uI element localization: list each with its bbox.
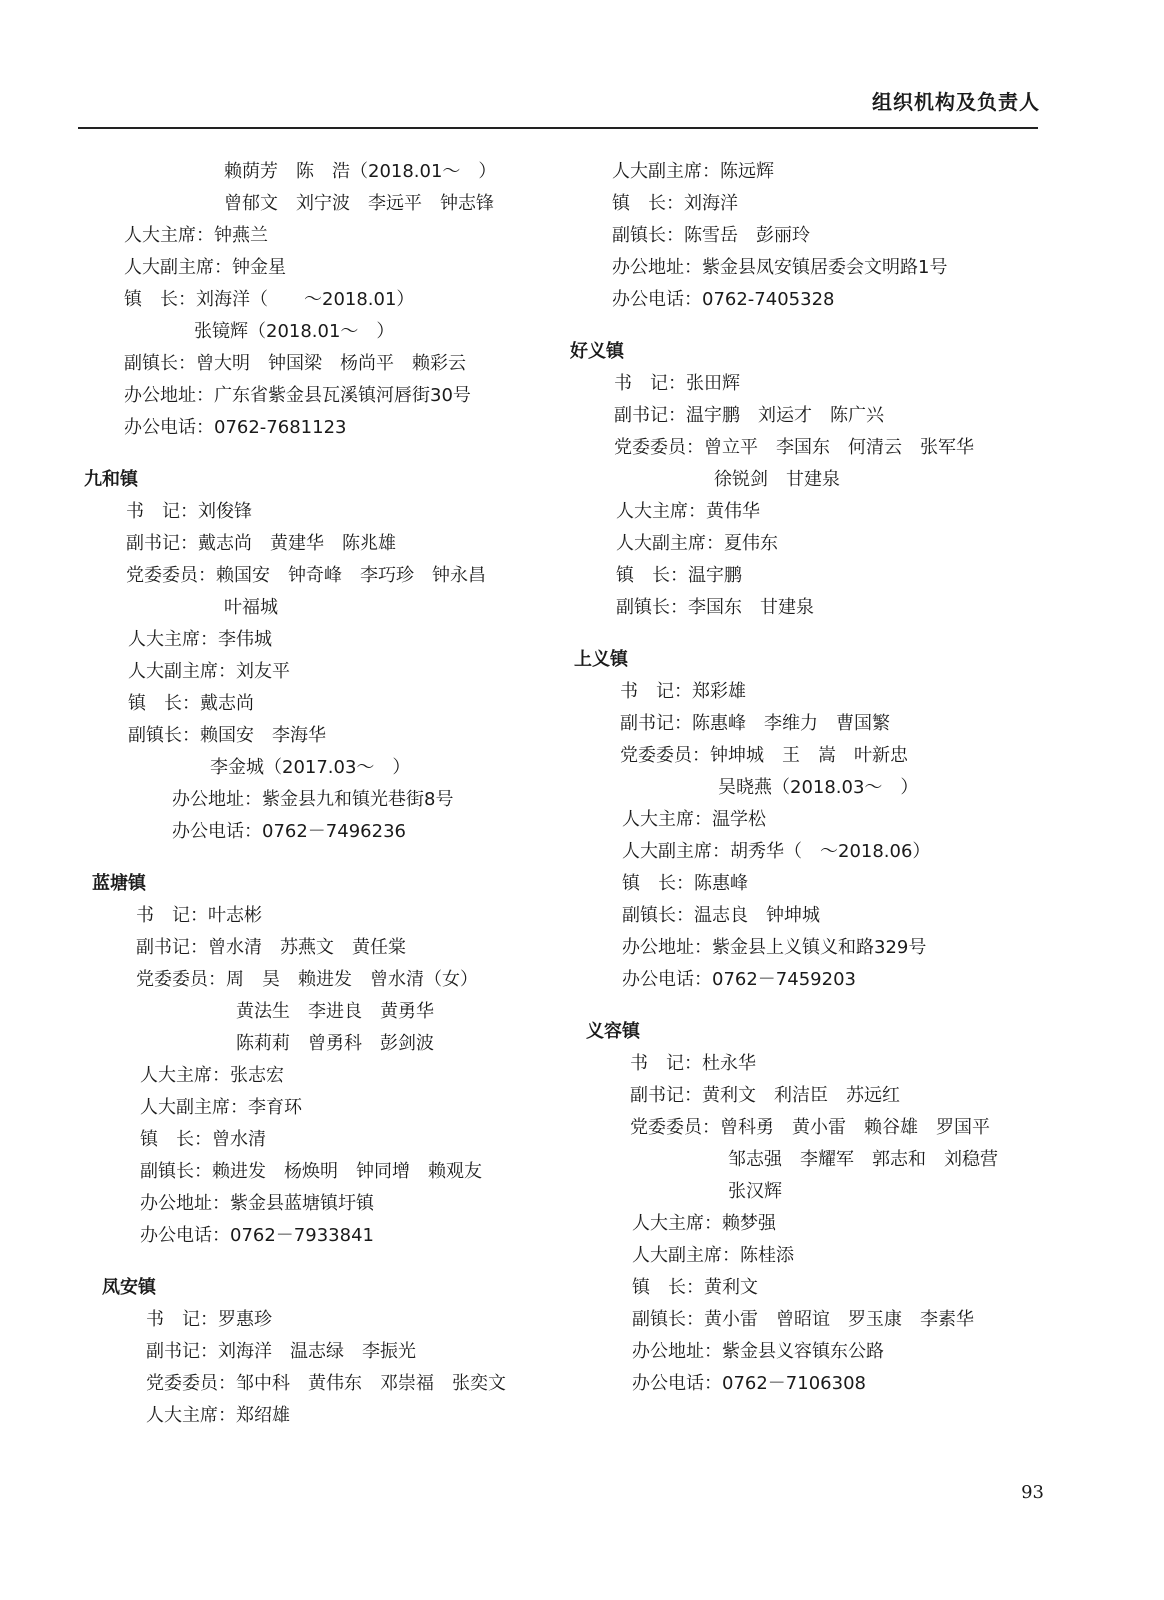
entry-line: 曾郁文 刘宁波 李远平 钟志锋 <box>224 193 494 214</box>
entry-line: 人大主席：温学松 <box>622 809 766 830</box>
entry-line: 吴晓燕（2018.03～ ） <box>718 777 919 798</box>
section-heading: 好义镇 <box>570 341 624 362</box>
entry-line: 邹志强 李耀军 郭志和 刘稳营 <box>728 1149 998 1170</box>
entry-line: 人大主席：赖梦强 <box>632 1213 776 1234</box>
entry-line: 办公地址：广东省紫金县瓦溪镇河唇街30号 <box>124 385 471 406</box>
section-heading: 九和镇 <box>84 469 138 490</box>
entry-line: 人大主席：黄伟华 <box>616 501 760 522</box>
entry-line: 党委委员：邹中科 黄伟东 邓崇福 张奕文 <box>146 1373 506 1394</box>
left-column <box>84 156 574 1432</box>
entry-line: 党委委员：曾立平 李国东 何清云 张军华 <box>614 437 974 458</box>
entry-line: 副书记：戴志尚 黄建华 陈兆雄 <box>126 533 396 554</box>
entry-line: 党委委员：曾科勇 黄小雷 赖谷雄 罗国平 <box>630 1117 990 1138</box>
entry-line: 副镇长：黄小雷 曾昭谊 罗玉康 李素华 <box>632 1309 974 1330</box>
entry-line: 李金城（2017.03～ ） <box>210 757 411 778</box>
entry-line: 书 记：刘俊锋 <box>126 501 252 522</box>
entry-line: 副镇长：曾大明 钟国梁 杨尚平 赖彩云 <box>124 353 466 374</box>
entry-line: 人大副主席：钟金星 <box>124 257 286 278</box>
entry-line: 镇 长：刘海洋（ ～2018.01） <box>124 289 415 310</box>
entry-line: 书 记：郑彩雄 <box>620 681 746 702</box>
entry-line: 张镜辉（2018.01～ ） <box>194 321 395 342</box>
section-heading: 义容镇 <box>586 1021 640 1042</box>
entry-line: 办公地址：紫金县上义镇义和路329号 <box>622 937 927 958</box>
header-divider <box>78 127 1038 129</box>
entry-line: 陈莉莉 曾勇科 彭剑波 <box>236 1033 434 1054</box>
section-heading: 凤安镇 <box>102 1277 156 1298</box>
entry-line: 办公电话：0762－7496236 <box>172 821 406 842</box>
entry-line: 副书记：温宇鹏 刘运才 陈广兴 <box>614 405 884 426</box>
entry-line: 人大副主席：陈远辉 <box>612 161 774 182</box>
entry-line: 黄法生 李进良 黄勇华 <box>236 1001 434 1022</box>
entry-line: 徐锐剑 甘建泉 <box>714 469 840 490</box>
section-heading: 上义镇 <box>574 649 628 670</box>
entry-line: 办公地址：紫金县九和镇光巷街8号 <box>172 789 454 810</box>
entry-line: 办公地址：紫金县蓝塘镇圩镇 <box>140 1193 374 1214</box>
entry-line: 镇 长：陈惠峰 <box>622 873 748 894</box>
entry-line: 书 记：叶志彬 <box>136 905 262 926</box>
entry-line: 书 记：杜永华 <box>630 1053 756 1074</box>
entry-line: 副书记：曾水清 苏燕文 黄任棠 <box>136 937 406 958</box>
entry-line: 办公电话：0762－7459203 <box>622 969 856 990</box>
entry-line: 副镇长：赖进发 杨焕明 钟同增 赖观友 <box>140 1161 482 1182</box>
entry-line: 人大主席：郑绍雄 <box>146 1405 290 1426</box>
entry-line: 副镇长：温志良 钟坤城 <box>622 905 820 926</box>
entry-line: 副书记：陈惠峰 李维力 曹国繁 <box>620 713 890 734</box>
entry-line: 赖荫芳 陈 浩（2018.01～ ） <box>224 161 497 182</box>
entry-line: 办公电话：0762－7106308 <box>632 1373 866 1394</box>
entry-line: 镇 长：温宇鹏 <box>616 565 742 586</box>
page-number: 93 <box>1021 1482 1044 1503</box>
entry-line: 人大副主席：胡秀华（ ～2018.06） <box>622 841 931 862</box>
entry-line: 办公电话：0762-7681123 <box>124 417 347 438</box>
entry-line: 副镇长：陈雪岳 彭丽玲 <box>612 225 810 246</box>
page-header-title: 组织机构及负责人 <box>872 90 1040 114</box>
entry-line: 人大副主席：陈桂添 <box>632 1245 794 1266</box>
entry-line: 人大主席：张志宏 <box>140 1065 284 1086</box>
entry-line: 镇 长：黄利文 <box>632 1277 758 1298</box>
entry-line: 书 记：罗惠珍 <box>146 1309 272 1330</box>
entry-line: 张汉辉 <box>728 1181 782 1202</box>
entry-line: 副书记：黄利文 利洁臣 苏远红 <box>630 1085 900 1106</box>
entry-line: 人大副主席：夏伟东 <box>616 533 778 554</box>
section-heading: 蓝塘镇 <box>92 873 146 894</box>
entry-line: 镇 长：戴志尚 <box>128 693 254 714</box>
entry-line: 人大副主席：李育环 <box>140 1097 302 1118</box>
entry-line: 办公电话：0762－7933841 <box>140 1225 374 1246</box>
entry-line: 人大主席：李伟城 <box>128 629 272 650</box>
entry-line: 副镇长：李国东 甘建泉 <box>616 597 814 618</box>
entry-line: 办公地址：紫金县义容镇东公路 <box>632 1341 884 1362</box>
entry-line: 办公地址：紫金县凤安镇居委会文明路1号 <box>612 257 948 278</box>
entry-line: 副镇长：赖国安 李海华 <box>128 725 326 746</box>
entry-line: 党委委员：周 昊 赖进发 曾水清（女） <box>136 969 478 990</box>
entry-line: 叶福城 <box>224 597 278 618</box>
entry-line: 镇 长：曾水清 <box>140 1129 266 1150</box>
entry-line: 人大主席：钟燕兰 <box>124 225 268 246</box>
entry-line: 人大副主席：刘友平 <box>128 661 290 682</box>
entry-line: 镇 长：刘海洋 <box>612 193 738 214</box>
right-column <box>570 156 1048 1400</box>
entry-line: 党委委员：赖国安 钟奇峰 李巧珍 钟永昌 <box>126 565 486 586</box>
entry-line: 副书记：刘海洋 温志绿 李振光 <box>146 1341 416 1362</box>
entry-line: 办公电话：0762-7405328 <box>612 289 835 310</box>
entry-line: 党委委员：钟坤城 王 嵩 叶新忠 <box>620 745 908 766</box>
entry-line: 书 记：张田辉 <box>614 373 740 394</box>
